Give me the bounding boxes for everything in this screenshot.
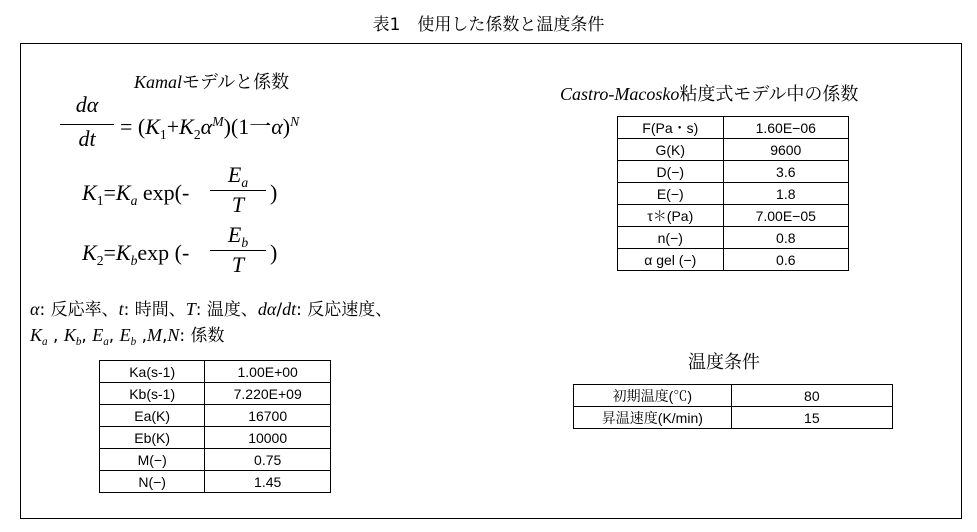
castro-value-cell: 9600 [723,139,848,161]
castro-title-italic: Castro-Macosko [560,84,680,104]
eq3-fraction-bar [210,250,266,251]
symbol-description-line1: α: 反応率、t: 時間、T: 温度、dα/dt: 反応速度、 [30,299,393,320]
eq2-lhs: $K_1=K_a$ exp(- [82,180,190,208]
kamal-row [100,471,331,493]
temperature-row [574,407,893,429]
kamal-row [100,427,331,449]
castro-value-cell: 1.60E−06 [723,117,848,139]
kamal-value-cell: 1.00E+00 [205,361,331,383]
castro-label-cell: D(−) [618,161,724,183]
castro-row [618,161,849,183]
kamal-label-cell: Ea(K) [100,405,205,427]
kamal-value-cell: 16700 [205,405,331,427]
kamal-row [100,405,331,427]
castro-label-cell: E(−) [618,183,724,205]
castro-row [618,139,849,161]
castro-row [618,249,849,271]
castro-label-cell: α gel (−) [618,249,724,271]
kamal-value-cell: 7.220E+09 [205,383,331,405]
castro-label-cell: n(−) [618,227,724,249]
eq2-close: ) [270,180,278,205]
eq3-close: ) [270,240,278,265]
eq2-numerator: $E_a$ [227,162,249,190]
eq2-fraction-bar [210,190,266,191]
equation-k1 [82,162,342,222]
castro-value-cell: 0.8 [723,227,848,249]
kamal-row [100,383,331,405]
kamal-value-cell: 1.45 [205,471,331,493]
kamal-label-cell: Eb(K) [100,427,205,449]
eq1-rhs: = $(K_1+K_2\alpha^M)(1$一α)$^N$ [120,113,300,142]
eq2-denominator: T [231,192,245,217]
temperature-value-cell: 80 [731,385,892,407]
kamal-title [134,68,289,94]
eq1-fraction-bar [60,124,114,125]
equation-rate [56,92,356,152]
castro-value-cell: 7.00E−05 [723,205,848,227]
kamal-row [100,449,331,471]
temperature-label-cell: 初期温度(℃) [574,385,732,407]
temperature-title: 温度条件 [688,352,760,373]
castro-label-cell: G(K) [618,139,724,161]
kamal-value-cell: 10000 [205,427,331,449]
castro-value-cell: 3.6 [723,161,848,183]
castro-coefficients-table [617,116,849,271]
symbol-description-line2: $K_a$ , $K_b$, $E_a$, $E_b$ ,M,N: 係数 [30,325,225,348]
eq1-denominator: dt [78,126,96,151]
temperature-label-cell: 昇温速度(K/min) [574,407,732,429]
kamal-title-rest: モデルと係数 [182,72,290,93]
castro-row [618,117,849,139]
temperature-row [574,385,893,407]
eq3-numerator: $E_b$ [227,222,249,250]
castro-label-cell: F(Pa・s) [618,117,724,139]
kamal-label-cell: Ka(s-1) [100,361,205,383]
eq3-denominator: T [231,252,245,277]
castro-row [618,227,849,249]
castro-label-cell: τ＊(Pa) [618,205,724,227]
castro-value-cell: 1.8 [723,183,848,205]
temperature-table [573,384,893,429]
equation-k2 [82,222,342,282]
kamal-title-italic: Kamal [134,72,183,92]
kamal-value-cell: 0.75 [205,449,331,471]
kamal-label-cell: Kb(s-1) [100,383,205,405]
eq3-lhs: $K_2=K_b\exp$ (- [82,240,190,268]
kamal-label-cell: M(−) [100,449,205,471]
castro-title-rest: 粘度式モデル中の係数 [679,84,859,105]
castro-row [618,183,849,205]
kamal-coefficients-table [99,360,331,493]
kamal-row [100,361,331,383]
castro-row [618,205,849,227]
temperature-value-cell: 15 [731,407,892,429]
castro-title [560,80,858,106]
eq1-numerator: dα [75,92,99,117]
castro-value-cell: 0.6 [723,249,848,271]
kamal-label-cell: N(−) [100,471,205,493]
figure-caption: 表1 使用した係数と温度条件 [372,15,605,35]
